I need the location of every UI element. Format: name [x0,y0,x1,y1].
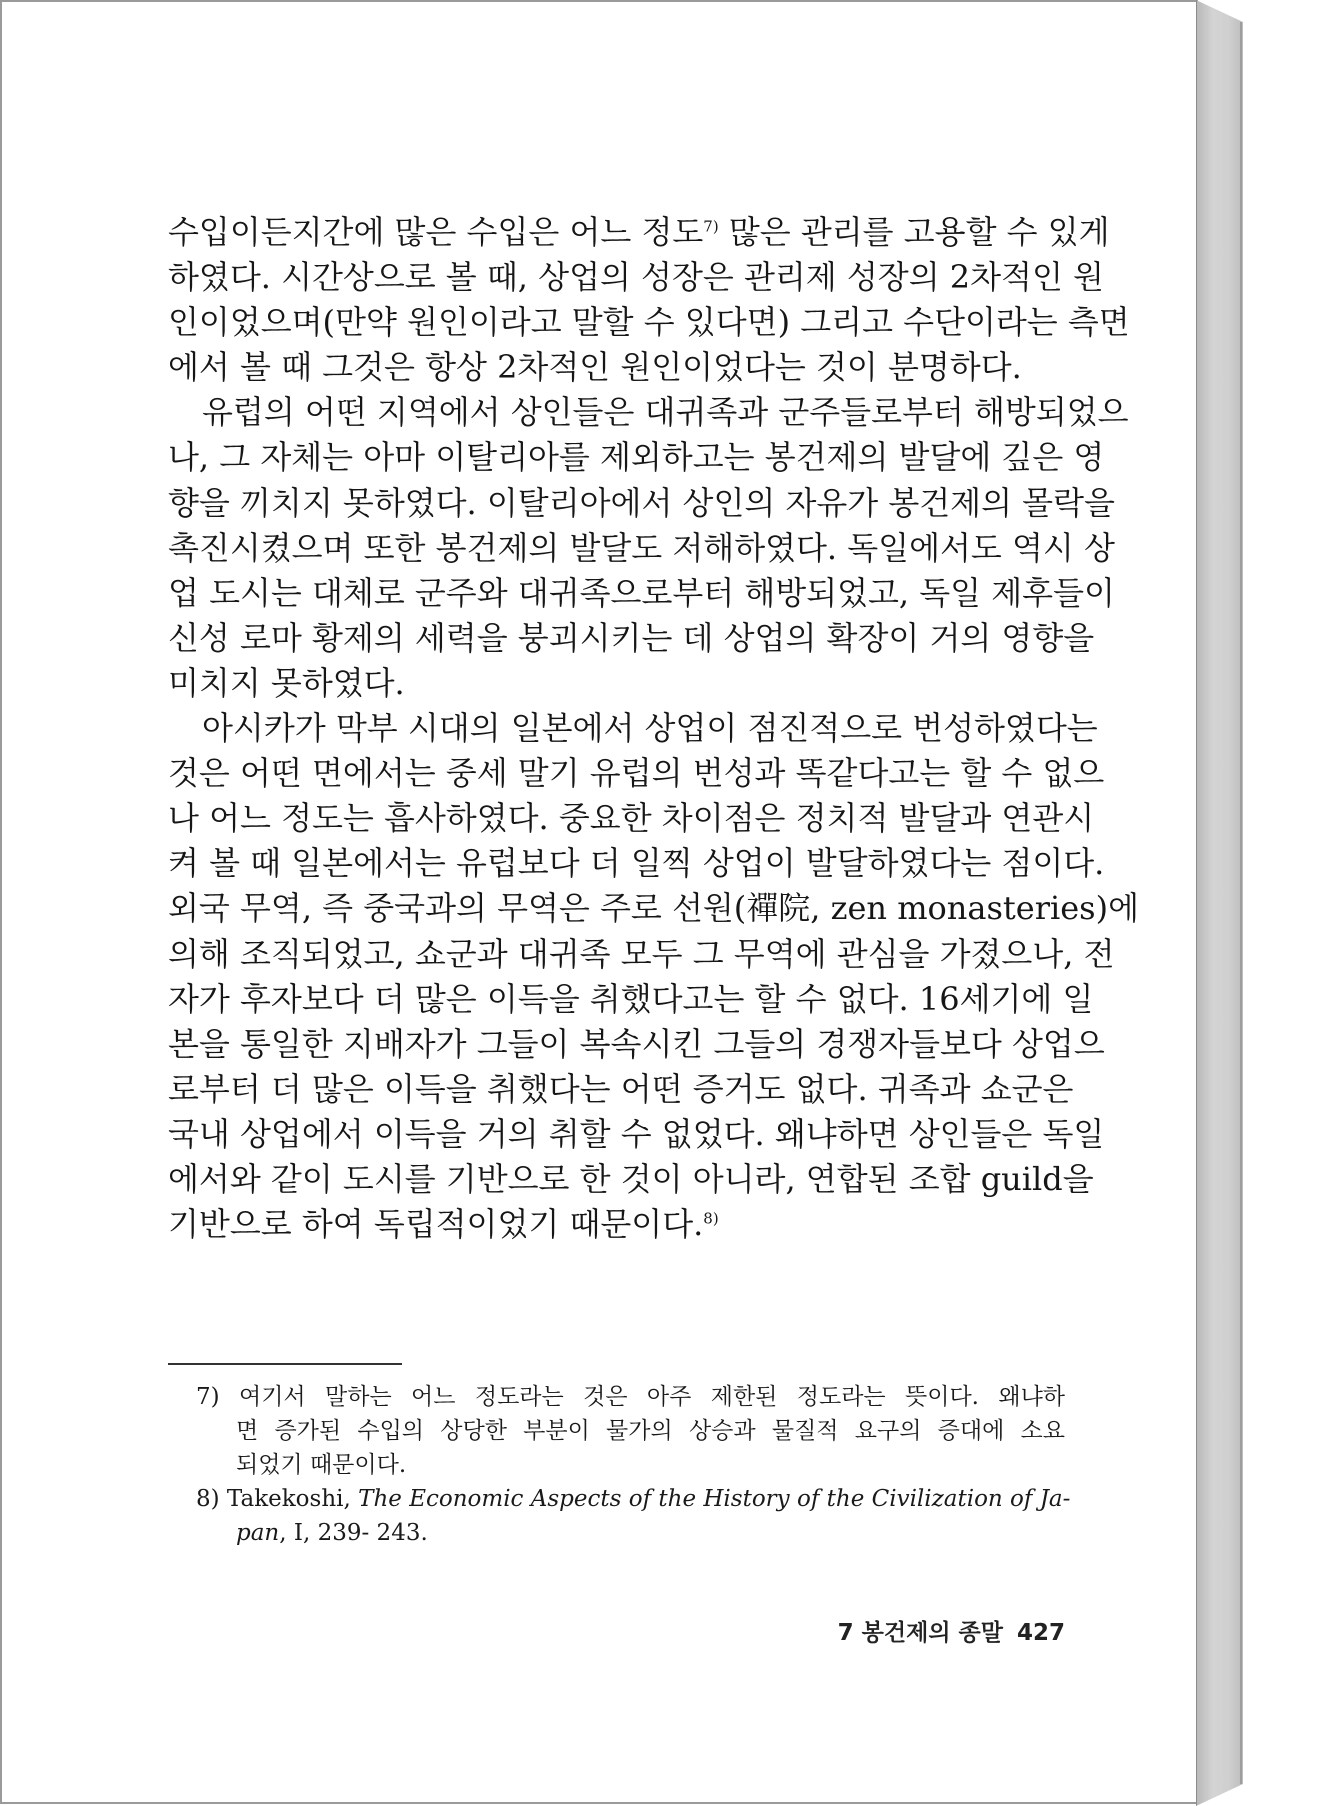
text-line: 향을 끼치지 못하였다. 이탈리아에서 상인의 자유가 봉건제의 몰락을 [168,483,1115,522]
text-line: 미치지 못하였다. [168,663,405,702]
text-line: 아시카가 막부 시대의 일본에서 상업이 점진적으로 번성하였다는 [202,709,1098,748]
text-line: 기반으로 하여 독립적이었기 때문이다.$^{8)}$ [168,1205,719,1244]
text-line: 수입이든지간에 많은 수입은 어느 정도$^{7)}$ 많은 관리를 고용할 수 있게 [168,213,1110,251]
footnote-divider [168,1363,402,1365]
text-line: 로부터 더 많은 이득을 취했다는 어떤 증거도 없다. 귀족과 쇼군은 [168,1069,1074,1108]
footnote-7-line: 7) 여기서 말하는 어느 정도라는 것은 아주 제한된 정도라는 뜻이다. 왜냐하 [196,1384,1066,1410]
page-number: 427 [1016,1620,1065,1646]
running-footer [792,1614,1065,1647]
text-line: 의해 조직되었고, 쇼군과 대귀족 모두 그 무역에 관심을 가졌으나, 전 [168,934,1115,973]
text-line: 국내 상업에서 이득을 거의 취할 수 없었다. 왜냐하면 상인들은 독일 [168,1114,1105,1153]
text-line: 신성 로마 황제의 세력을 붕괴시키는 데 상업의 확장이 거의 영향을 [168,618,1095,657]
text-line: 업 도시는 대체로 군주와 대귀족으로부터 해방되었고, 독일 제후들이 [168,573,1115,612]
text-line: 본을 통일한 지배자가 그들이 복속시킨 그들의 경쟁자들보다 상업으 [168,1024,1105,1063]
footnote-7-line: 되었기 때문이다. [236,1452,407,1478]
book-spine-border [1240,22,1242,1784]
chapter-title: 7 봉건제의 종말 [837,1620,1003,1646]
text-line: 유럽의 어떤 지역에서 상인들은 대귀족과 군주들로부터 해방되었으 [202,393,1129,432]
footnote-ref-7: 7) [703,217,719,236]
footnote-8-line: pan, Ⅰ, 239- 243. [236,1520,428,1546]
text-line: 나 어느 정도는 흡사하였다. 중요한 차이점은 정치적 발달과 연관시 [168,799,1095,838]
text-line: 에서와 같이 도시를 기반으로 한 것이 아니라, 연합된 조합 guild을 [168,1159,1094,1198]
text-line: 하였다. 시간상으로 볼 때, 상업의 성장은 관리제 성장의 2차적인 원 [168,258,1104,297]
text-line: 나, 그 자체는 아마 이탈리아를 제외하고는 봉건제의 발달에 깊은 영 [168,438,1105,477]
footnote-7-line: 면 증가된 수입의 상당한 부분이 물가의 상승과 물질적 요구의 증대에 소요 [236,1418,1065,1444]
text-line: 켜 볼 때 일본에서는 유럽보다 더 일찍 상업이 발달하였다는 점이다. [168,844,1105,883]
text-line: 자가 후자보다 더 많은 이득을 취했다고는 할 수 없다. 16세기에 일 [168,979,1094,1018]
text-line: 촉진시켰으며 또한 봉건제의 발달도 저해하였다. 독일에서도 역시 상 [168,528,1115,567]
text-line: 인이었으며(만약 원인이라고 말할 수 있다면) 그리고 수단이라는 측면 [168,303,1130,342]
footnote-ref-8: 8) [703,1209,719,1228]
text-line: 것은 어떤 면에서는 중세 말기 유럽의 번성과 똑같다고는 할 수 없으 [168,754,1105,793]
main-text [168,210,1140,1247]
footnote-8-line: 8) Takekoshi, The Economic Aspects of the History of the Civilization of Ja- [196,1486,1071,1512]
text-line: 외국 무역, 즉 중국과의 무역은 주로 선원(禪院, zen monasteries)에 [168,889,1140,928]
book-spine-edge [1196,0,1243,1806]
text-line: 에서 볼 때 그것은 항상 2차적인 원인이었다는 것이 분명하다. [168,348,1022,387]
footnotes [196,1380,1071,1550]
